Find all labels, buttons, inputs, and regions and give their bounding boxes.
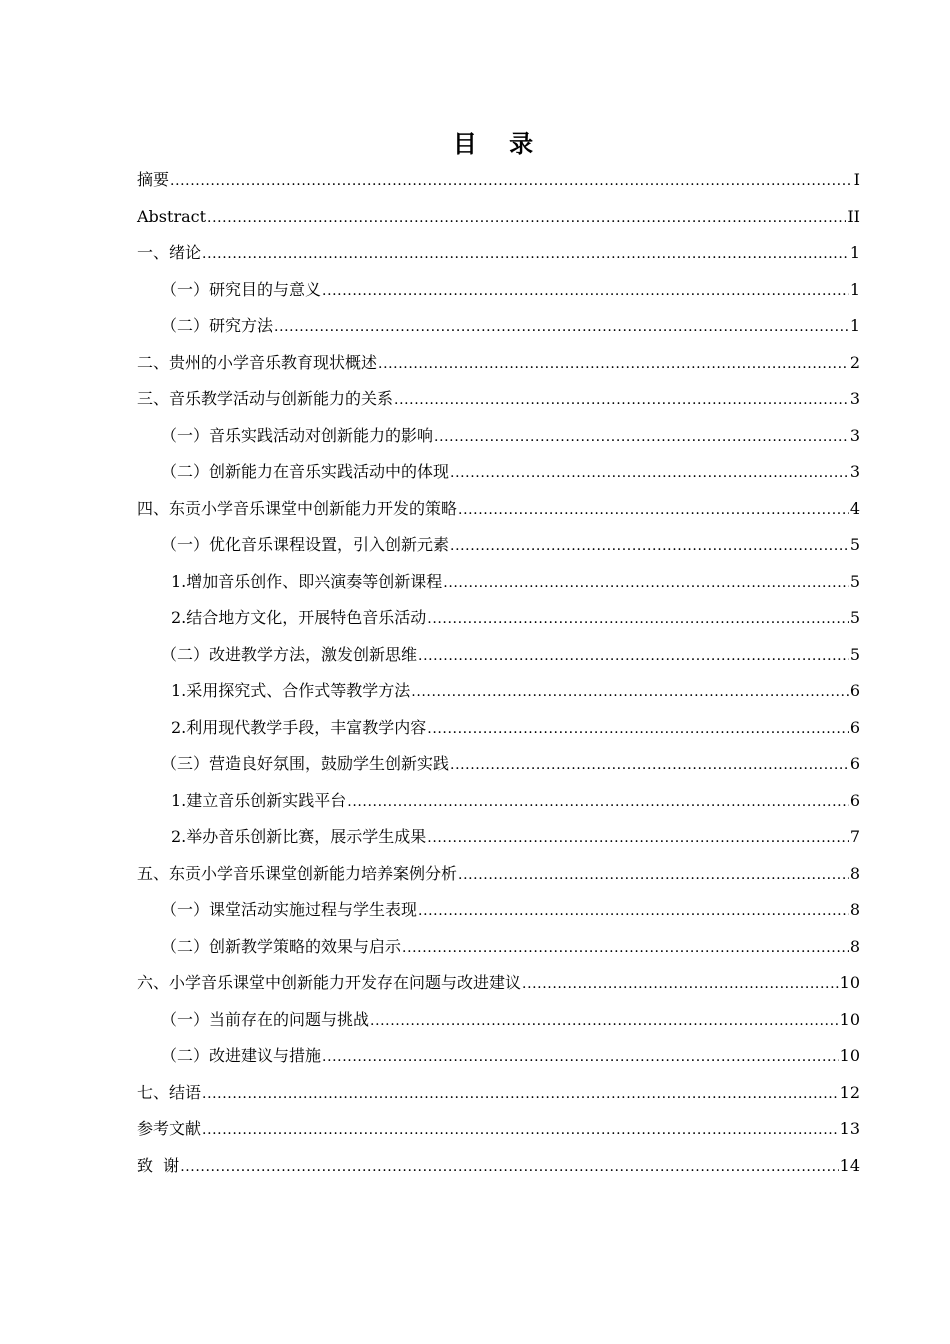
toc-page-number: 3 <box>849 389 860 408</box>
toc-entry-label: 二、贵州的小学音乐教育现状概述 <box>137 352 378 372</box>
toc-entry-label: （二）改进教学方法，激发创新思维 <box>161 644 418 664</box>
toc-dot-leader <box>427 820 849 856</box>
toc-page-number: 1 <box>849 279 860 299</box>
toc-page-number: 12 <box>839 1082 860 1102</box>
toc-entry-label: 2.利用现代教学手段，丰富教学内容 <box>171 717 427 737</box>
toc-page-number: 8 <box>849 863 860 883</box>
toc-entry[interactable] <box>137 892 860 929</box>
toc-entry[interactable] <box>137 1111 860 1148</box>
toc-dot-leader <box>370 1003 839 1039</box>
toc-entry-label: 致 谢 <box>137 1155 180 1175</box>
toc-page-number: 8 <box>849 936 860 956</box>
toc-entry-label: 1.增加音乐创作、即兴演奏等创新课程 <box>171 571 443 591</box>
toc-page-number: 4 <box>849 498 860 518</box>
toc-entry-label: 1.建立音乐创新实践平台 <box>171 790 347 810</box>
toc-page-number: 7 <box>849 827 860 846</box>
toc-dot-leader <box>443 565 849 601</box>
toc-entry-label: 七、结语 <box>137 1082 202 1102</box>
toc-page-number: 10 <box>839 973 860 992</box>
toc-dot-leader <box>202 1112 839 1148</box>
toc-page-number: 6 <box>849 790 860 810</box>
toc-dot-leader <box>427 711 849 747</box>
toc-entry-label: Abstract <box>137 206 207 226</box>
toc-entry[interactable] <box>137 1075 860 1112</box>
toc-entry[interactable] <box>137 965 860 1002</box>
toc-page-number: 3 <box>849 425 860 445</box>
toc-entry-label: 一、绪论 <box>137 243 202 262</box>
toc-entry[interactable] <box>137 856 860 893</box>
toc-page-number: 5 <box>849 571 860 591</box>
toc-entry-label: （二）创新能力在音乐实践活动中的体现 <box>161 462 450 481</box>
toc-entry-label: （二）研究方法 <box>161 316 274 335</box>
toc-entry[interactable] <box>137 454 860 491</box>
toc-dot-leader <box>402 930 849 966</box>
toc-dot-leader <box>207 200 846 236</box>
toc-entry[interactable] <box>137 308 860 345</box>
toc-page-number: 13 <box>839 1119 860 1138</box>
toc-page-number: 5 <box>849 608 860 627</box>
toc-dot-leader <box>170 163 853 199</box>
toc-dot-leader <box>450 455 849 491</box>
toc-entry[interactable] <box>137 819 860 856</box>
toc-entry-label: 1.采用探究式、合作式等教学方法 <box>171 681 411 700</box>
toc-entry[interactable] <box>137 272 860 309</box>
toc-entry[interactable] <box>137 491 860 528</box>
toc-entry[interactable] <box>137 1002 860 1039</box>
toc-entry-label: （二）改进建议与措施 <box>161 1046 322 1065</box>
toc-dot-leader <box>322 273 849 309</box>
toc-entry-label: 四、东贡小学音乐课堂中创新能力开发的策略 <box>137 498 458 518</box>
toc-page-number: 8 <box>849 900 860 919</box>
toc-page-number: 10 <box>839 1009 860 1029</box>
toc-dot-leader <box>458 492 849 528</box>
toc-entry-label: （一）音乐实践活动对创新能力的影响 <box>161 425 434 445</box>
toc-entry[interactable] <box>137 199 860 236</box>
toc-dot-leader <box>418 893 849 929</box>
toc-entry-label: 六、小学音乐课堂中创新能力开发存在问题与改进建议 <box>137 973 522 992</box>
toc-entry[interactable] <box>137 527 860 564</box>
toc-entry-label: （一）当前存在的问题与挑战 <box>161 1009 370 1029</box>
toc-dot-leader <box>202 236 849 272</box>
toc-dot-leader <box>522 966 839 1002</box>
toc-entry-label: 2.举办音乐创新比赛，展示学生成果 <box>171 827 427 846</box>
toc-entry[interactable] <box>137 1148 860 1185</box>
toc-page-number: 5 <box>849 644 860 664</box>
toc-entry[interactable] <box>137 418 860 455</box>
toc-page-number: 6 <box>849 754 860 773</box>
toc-entry[interactable] <box>137 600 860 637</box>
toc-entry-label: 参考文献 <box>137 1119 202 1138</box>
toc-dot-leader <box>411 674 849 710</box>
toc-entry-label: （三）营造良好氛围，鼓励学生创新实践 <box>161 754 450 773</box>
toc-page-number: I <box>853 170 860 189</box>
toc-dot-leader <box>202 1076 839 1112</box>
toc-dot-leader <box>450 528 849 564</box>
toc-dot-leader <box>427 601 849 637</box>
toc-entry[interactable] <box>137 345 860 382</box>
toc-entry-label: （一）研究目的与意义 <box>161 279 322 299</box>
toc-page-number: 10 <box>839 1046 860 1065</box>
toc-entry[interactable] <box>137 710 860 747</box>
toc-entry[interactable] <box>137 673 860 710</box>
toc-dot-leader <box>180 1149 838 1185</box>
toc-dot-leader <box>347 784 849 820</box>
toc-entry[interactable] <box>137 1038 860 1075</box>
toc-page-number: 1 <box>849 316 860 335</box>
toc-dot-leader <box>450 747 849 783</box>
toc-dot-leader <box>378 346 849 382</box>
toc-page-number: 3 <box>849 462 860 481</box>
toc-entry[interactable] <box>137 929 860 966</box>
toc-dot-leader <box>394 382 849 418</box>
toc-entry[interactable] <box>137 564 860 601</box>
toc-entry[interactable] <box>137 235 860 272</box>
toc-dot-leader <box>418 638 849 674</box>
toc-entry[interactable] <box>137 381 860 418</box>
toc-entry-label: 五、东贡小学音乐课堂创新能力培养案例分析 <box>137 863 458 883</box>
toc-dot-leader <box>434 419 849 455</box>
toc-entry-label: （二）创新教学策略的效果与启示 <box>161 936 402 956</box>
toc-entry[interactable] <box>137 162 860 199</box>
toc-page-number: 2 <box>849 352 860 372</box>
toc-page-number: 6 <box>849 717 860 737</box>
toc-page-number: II <box>847 206 860 226</box>
toc-dot-leader <box>274 309 849 345</box>
toc-entry-label: 摘要 <box>137 170 170 189</box>
toc-dot-leader <box>458 857 849 893</box>
toc-page-number: 14 <box>839 1155 860 1175</box>
toc-entry-label: （一）课堂活动实施过程与学生表现 <box>161 900 418 919</box>
toc-entry[interactable] <box>137 746 860 783</box>
toc-title: 目 录 <box>452 130 546 158</box>
toc-entry[interactable] <box>137 783 860 820</box>
toc-entry-label: 2.结合地方文化，开展特色音乐活动 <box>171 608 427 627</box>
toc-page-number: 6 <box>849 681 860 700</box>
toc-page-number: 5 <box>849 535 860 554</box>
toc-page-number: 1 <box>849 243 860 262</box>
toc-entry-label: （一）优化音乐课程设置，引入创新元素 <box>161 535 450 554</box>
toc-dot-leader <box>322 1039 839 1075</box>
toc-list <box>137 162 860 1184</box>
toc-entry-label: 三、音乐教学活动与创新能力的关系 <box>137 389 394 408</box>
toc-entry[interactable] <box>137 637 860 674</box>
